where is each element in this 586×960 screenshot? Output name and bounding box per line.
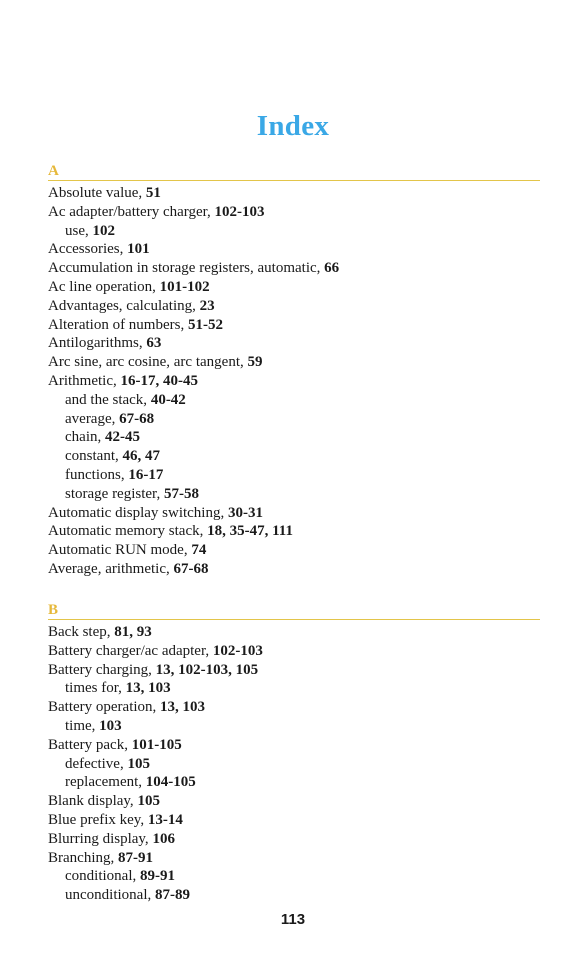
entry-pages: 51 [145,185,161,201]
index-entry [48,736,540,755]
index-subentry [48,867,540,886]
entry-term: Blank display, [48,793,138,810]
index-entry [48,642,540,661]
entry-pages: 40-42 [150,391,186,408]
entry-pages: 106 [152,830,175,847]
entry-term: Ac line operation, [48,278,160,295]
entry-pages: 87-89 [155,887,190,904]
index-entry [48,297,540,316]
entry-pages: 13, 103 [125,680,171,697]
entry-pages: 102-103 [214,203,265,220]
entry-pages: 13-14 [147,811,183,828]
entry-pages: 67-68 [119,410,155,427]
entry-term: Accessories, [48,241,128,258]
entry-pages: 87-91 [117,849,153,866]
entry-pages: 74 [191,542,207,559]
index-subentry [48,773,540,792]
entry-term: use, [65,222,93,239]
entry-list [48,623,540,905]
entry-term: Average, arithmetic, [48,560,174,577]
entry-pages: 66 [324,260,340,277]
entry-term: chain, [65,429,105,446]
index-entry [48,184,540,203]
entry-pages: 105 [127,755,150,772]
entry-term: replacement, [65,774,146,791]
index-entry [48,203,540,222]
entry-term: unconditional, [65,887,155,904]
index-subentry [48,717,540,736]
entry-term: Battery operation, [48,699,161,716]
entry-term: Absolute value, [48,185,146,201]
entry-term: Accumulation in storage registers, automatic, [48,260,325,277]
entry-term: Alteration of numbers, [48,316,188,333]
entry-term: Blurring display, [48,830,153,847]
entry-pages: 16-17 [128,466,164,483]
entry-pages: 102-103 [212,642,263,659]
entry-term: constant, [65,448,123,465]
section-letter: A [48,163,59,179]
index-entry [48,560,540,579]
entry-term: Antilogarithms, [48,335,147,352]
entry-pages: 101-102 [159,278,210,295]
index-entry [48,623,540,642]
entry-pages: 57-58 [163,485,199,502]
index-entry [48,278,540,297]
index-entry [48,334,540,353]
entry-pages: 101 [127,241,150,258]
index-entry [48,522,540,541]
index-subentry [48,679,540,698]
index-entry [48,372,540,391]
entry-term: average, [65,410,120,427]
entry-term: Arithmetic, [48,372,121,389]
entry-pages: 42-45 [104,429,140,446]
entry-term: functions, [65,466,129,483]
section-letter: B [48,602,59,618]
index-entry [48,792,540,811]
entry-term: times for, [65,680,126,697]
index-subentry [48,755,540,774]
entry-term: Back step, [48,624,115,640]
index-entry [48,259,540,278]
section-header [48,597,540,620]
index-subentry [48,886,540,905]
entry-term: Battery charger/ac adapter, [48,642,213,659]
index-subentry [48,410,540,429]
entry-pages: 67-68 [173,560,209,577]
entry-term: Automatic memory stack, [48,523,208,540]
entry-term: Advantages, calculating, [48,297,200,314]
entry-pages: 23 [199,297,215,314]
entry-term: Blue prefix key, [48,811,148,828]
entry-pages: 13, 102-103, 105 [155,661,259,678]
entry-pages: 102 [92,222,115,239]
index-subentry [48,485,540,504]
index-entry [48,698,540,717]
entry-pages: 46, 47 [122,448,160,465]
entry-pages: 59 [247,354,263,371]
entry-term: Automatic RUN mode, [48,542,192,559]
index-subentry [48,466,540,485]
page-number: 113 [280,911,306,928]
entry-term: Branching, [48,849,118,866]
entry-term: Arc sine, arc cosine, arc tangent, [48,354,248,371]
index-entry [48,849,540,868]
index-subentry [48,222,540,241]
entry-pages: 104-105 [145,774,196,791]
entry-term: and the stack, [65,391,151,408]
entry-pages: 16-17, 40-45 [120,372,198,389]
index-section-a [48,158,540,579]
entry-term: Battery pack, [48,736,132,753]
index-subentry [48,447,540,466]
entry-pages: 103 [99,717,122,734]
index-section-b [48,597,540,905]
index-entry [48,504,540,523]
entry-pages: 18, 35-47, 111 [207,523,293,540]
entry-pages: 30-31 [227,504,263,521]
entry-term: defective, [65,755,128,772]
entry-term: Battery charging, [48,661,156,678]
entry-term: conditional, [65,868,140,885]
entry-pages: 81, 93 [114,624,152,640]
entry-term: Ac adapter/battery charger, [48,203,215,220]
index-entry [48,830,540,849]
index-entry [48,661,540,680]
entry-pages: 105 [137,793,160,810]
page-title: Index [256,110,330,142]
index-entry [48,316,540,335]
entry-pages: 13, 103 [160,699,206,716]
index-entry [48,240,540,259]
index-entry [48,811,540,830]
entry-term: storage register, [65,485,164,502]
entry-term: time, [65,717,100,734]
entry-pages: 101-105 [131,736,182,753]
index-subentry [48,428,540,447]
entry-pages: 63 [146,335,162,352]
entry-list [48,184,540,579]
entry-term: Automatic display switching, [48,504,228,521]
entry-pages: 89-91 [140,868,175,885]
index-entry [48,541,540,560]
index-subentry [48,391,540,410]
entry-pages: 51-52 [187,316,223,333]
index-entry [48,353,540,372]
section-header [48,158,540,181]
